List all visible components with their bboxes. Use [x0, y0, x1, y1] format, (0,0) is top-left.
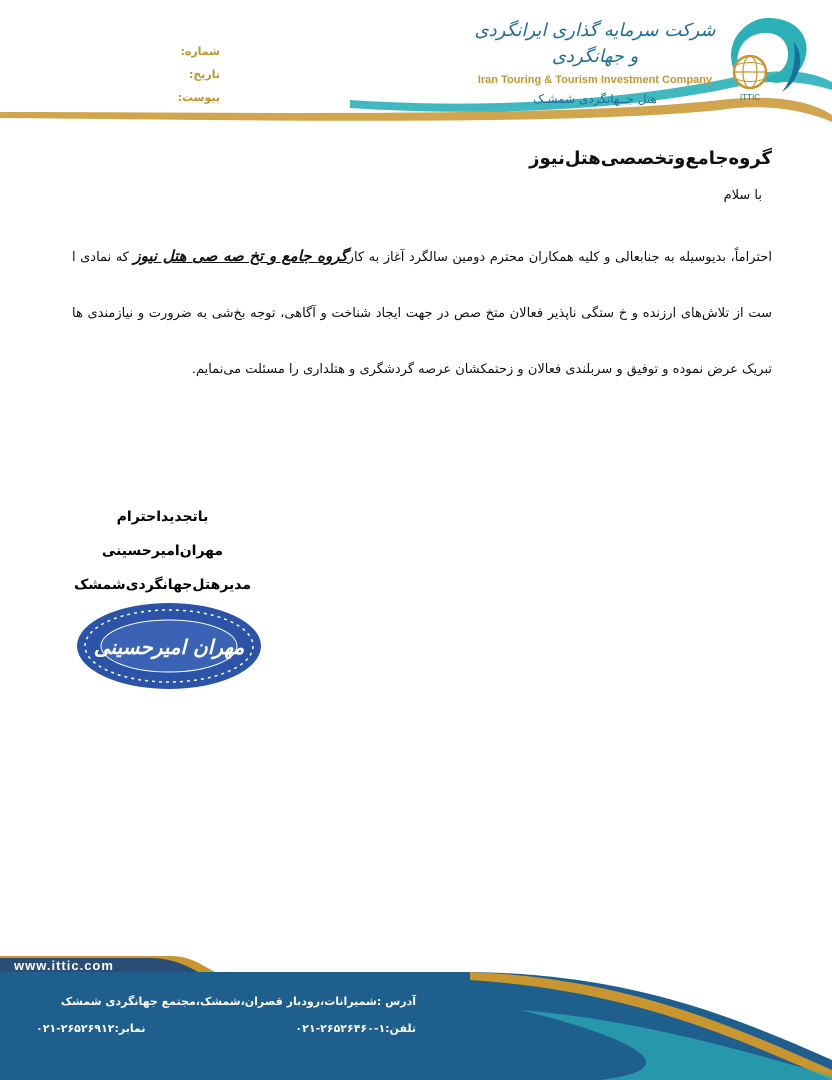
footer-decorative-wave: [0, 950, 832, 1080]
number-label: شماره:: [180, 45, 220, 58]
logo-text: ITTIC: [740, 93, 760, 102]
hotel-name: هتل جــهانگردی شمشـک: [533, 92, 657, 106]
paragraph-text-1: احتراماً، بدیوسیله به جنابعالی و کلیه همکاران محترم دومین سالگرد آغاز به کار: [347, 250, 772, 265]
stamp-seal-icon: [74, 600, 264, 692]
company-name-fa: شرکت سرمایه گذاری ایرانگردی و جهانگردی: [474, 20, 716, 67]
reference-labels: [150, 40, 220, 109]
ittic-logo-icon: [722, 14, 814, 106]
letter-paragraph: [72, 228, 772, 398]
footer-address: آدرس :شمیرانات،رودبار قصران،شمشک،مجتمع جهانگردی شمشک: [60, 995, 416, 1008]
company-block: [470, 18, 720, 106]
footer: [0, 950, 832, 1080]
closing-phrase: باتجدیداحترام: [116, 509, 209, 525]
seal-text: مهران امیرحسینی: [93, 635, 245, 659]
website-link[interactable]: www.ittic.com: [14, 958, 114, 973]
letterhead: [0, 0, 832, 130]
paragraph-text-2: که نمادی ا ست از تلاش‌های ارزنده و خ ستگی ناپذیر فعالان متخ صص در جهت ایجاد شناخت و آگاهی، توجه بخ‌شی به ضرورت و نیازمندی ها تبریک عرض نموده و توفیق و سربلندی فعالان و زحتمکشان عرصه گردشگری و هتلداری را مسئلت می‌نمایم.: [72, 250, 772, 377]
signature-block: [60, 500, 265, 602]
footer-fax: نمابر:۲۶۵۲۶۹۱۲-۰۲۱: [36, 1022, 146, 1035]
company-name-en: Iran Touring & Tourism Investment Company: [477, 74, 713, 86]
group-name-emphasis: گروه جامع و تخ صه صی هتل نیوز: [133, 247, 348, 265]
salutation: با سلام: [723, 188, 762, 203]
signer-title: مدیرهتل‌جهانگردی‌شمشک: [73, 577, 252, 593]
signer-name: مهران‌امیرحسینی: [101, 543, 224, 559]
footer-phone: تلفن:۱-۲۶۵۲۶۴۶۰-۰۲۱: [295, 1022, 416, 1035]
attachment-label: پیوست:: [177, 91, 220, 104]
document-heading: گروه‌جامع‌وتخصصی‌هتل‌نیوز: [529, 148, 772, 169]
date-label: تاریخ:: [188, 68, 220, 81]
